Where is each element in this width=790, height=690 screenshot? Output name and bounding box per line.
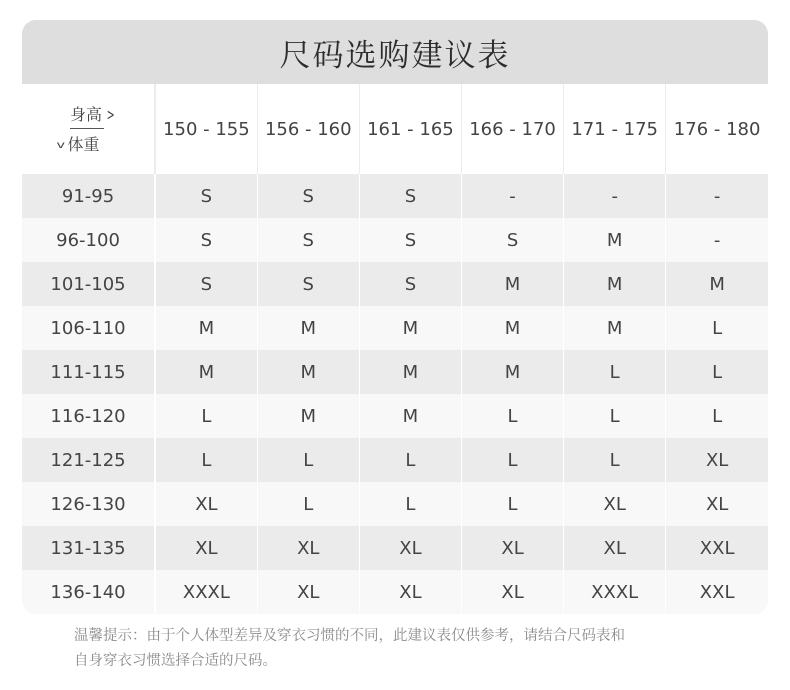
size-cell: S <box>257 262 359 306</box>
size-cell: M <box>155 306 257 350</box>
weight-range-cell: 116-120 <box>22 394 155 438</box>
size-cell: M <box>257 394 359 438</box>
size-cell: L <box>461 438 563 482</box>
size-cell: XL <box>257 526 359 570</box>
table-row <box>22 262 768 306</box>
size-cell: XXXL <box>564 570 666 614</box>
size-cell: - <box>564 174 666 218</box>
size-cell: XL <box>461 526 563 570</box>
size-cell: L <box>666 394 768 438</box>
weight-range-cell: 106-110 <box>22 306 155 350</box>
height-range-header: 171 - 175 <box>564 84 666 174</box>
size-cell: XL <box>666 438 768 482</box>
tip-line: 温馨提示：由于个人体型差异及穿衣习惯的不同，此建议表仅供参考，请结合尺码表和 <box>74 628 625 644</box>
table-row <box>22 174 768 218</box>
size-cell: S <box>155 174 257 218</box>
height-range-header: 166 - 170 <box>461 84 563 174</box>
size-cell: XL <box>257 570 359 614</box>
chevron-right-icon: > <box>106 105 115 124</box>
size-cell: M <box>666 262 768 306</box>
size-cell: M <box>564 218 666 262</box>
size-cell: S <box>359 174 461 218</box>
page-title: 尺码选购建议表 <box>279 37 511 74</box>
size-cell: M <box>461 350 563 394</box>
size-cell: - <box>461 174 563 218</box>
height-range-header: 156 - 160 <box>257 84 359 174</box>
size-cell: S <box>257 218 359 262</box>
table-row <box>22 394 768 438</box>
size-cell: M <box>257 350 359 394</box>
size-cell: S <box>155 218 257 262</box>
size-table <box>22 84 768 614</box>
size-cell: L <box>666 306 768 350</box>
weight-range-cell: 136-140 <box>22 570 155 614</box>
weight-axis-label: v 体重 <box>56 135 100 154</box>
table-row <box>22 218 768 262</box>
table-row <box>22 526 768 570</box>
size-cell: XXL <box>666 570 768 614</box>
size-cell: M <box>564 306 666 350</box>
size-cell: XL <box>359 570 461 614</box>
size-cell: S <box>359 262 461 306</box>
table-row <box>22 306 768 350</box>
size-cell: L <box>461 394 563 438</box>
size-cell: M <box>461 306 563 350</box>
size-cell: L <box>564 438 666 482</box>
size-cell: M <box>257 306 359 350</box>
height-range-header: 161 - 165 <box>359 84 461 174</box>
size-cell: - <box>666 218 768 262</box>
size-cell: L <box>359 438 461 482</box>
table-row <box>22 438 768 482</box>
size-cell: L <box>666 350 768 394</box>
size-cell: S <box>155 262 257 306</box>
size-cell: M <box>155 350 257 394</box>
size-cell: L <box>564 350 666 394</box>
size-cell: M <box>359 394 461 438</box>
size-cell: L <box>564 394 666 438</box>
size-cell: M <box>359 350 461 394</box>
table-row <box>22 482 768 526</box>
size-cell: XL <box>564 526 666 570</box>
tip-note <box>74 624 734 674</box>
size-cell: M <box>461 262 563 306</box>
height-range-header: 150 - 155 <box>155 84 257 174</box>
weight-range-cell: 126-130 <box>22 482 155 526</box>
weight-range-cell: 91-95 <box>22 174 155 218</box>
size-cell: XXXL <box>155 570 257 614</box>
header-row <box>22 84 768 174</box>
weight-range-cell: 121-125 <box>22 438 155 482</box>
table-row <box>22 350 768 394</box>
corner-header <box>22 84 155 174</box>
size-cell: XXL <box>666 526 768 570</box>
size-cell: S <box>461 218 563 262</box>
size-cell: M <box>564 262 666 306</box>
height-range-header: 176 - 180 <box>666 84 768 174</box>
chevron-down-icon: v <box>56 138 65 151</box>
size-cell: M <box>359 306 461 350</box>
corner-divider <box>70 128 104 129</box>
size-cell: XL <box>666 482 768 526</box>
size-cell: XL <box>359 526 461 570</box>
title-bar <box>22 20 768 84</box>
table-row <box>22 570 768 614</box>
size-cell: - <box>666 174 768 218</box>
size-cell: L <box>155 394 257 438</box>
size-cell: S <box>257 174 359 218</box>
weight-range-cell: 111-115 <box>22 350 155 394</box>
size-cell: XL <box>155 526 257 570</box>
size-cell: L <box>461 482 563 526</box>
size-cell: L <box>155 438 257 482</box>
height-axis-label: 身高 > <box>70 105 115 124</box>
size-cell: XL <box>155 482 257 526</box>
tip-line: 自身穿衣习惯选择合适的尺码。 <box>74 653 277 669</box>
size-cell: L <box>359 482 461 526</box>
weight-range-cell: 96-100 <box>22 218 155 262</box>
size-cell: XL <box>564 482 666 526</box>
weight-range-cell: 131-135 <box>22 526 155 570</box>
weight-range-cell: 101-105 <box>22 262 155 306</box>
size-cell: XL <box>461 570 563 614</box>
size-cell: L <box>257 482 359 526</box>
size-cell: S <box>359 218 461 262</box>
size-cell: L <box>257 438 359 482</box>
size-chart-card <box>22 20 768 614</box>
